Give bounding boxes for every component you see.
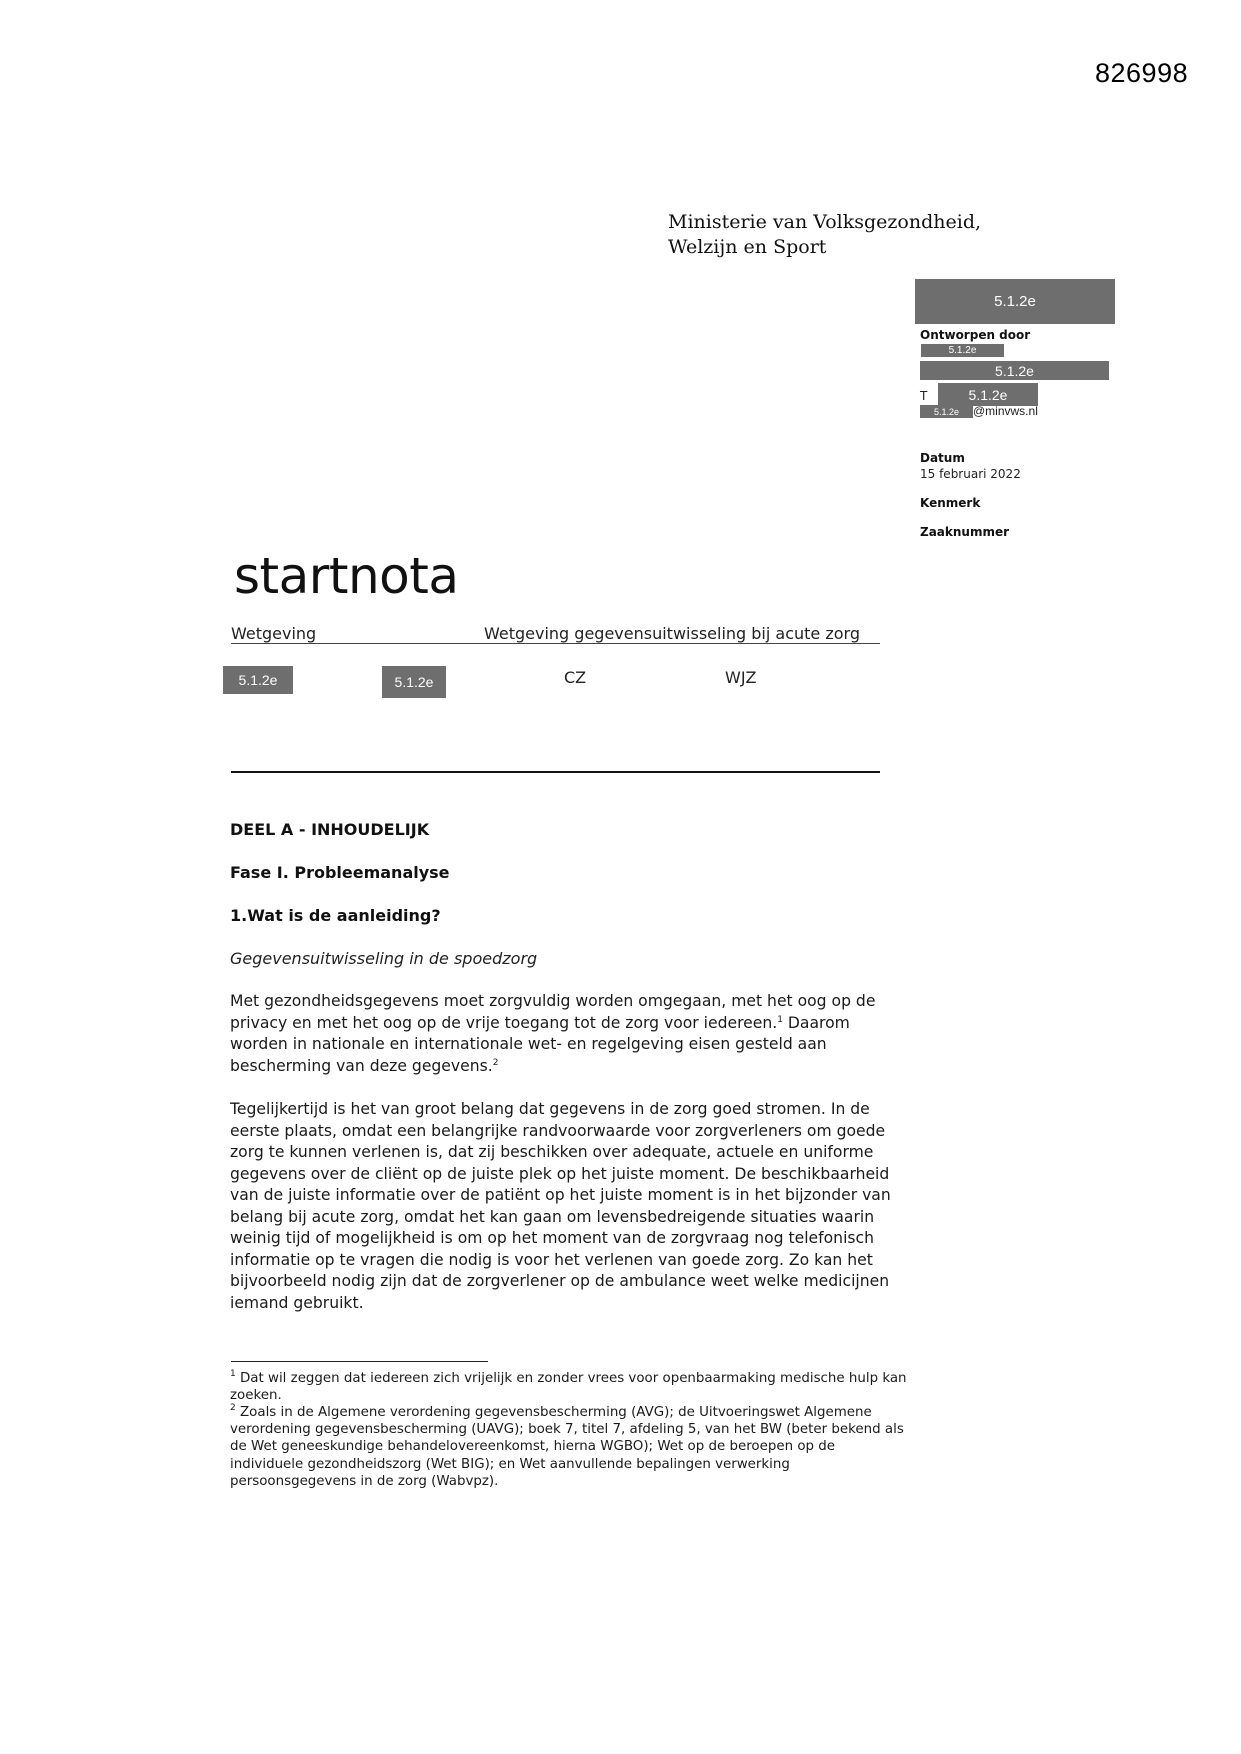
question-heading bbox=[230, 906, 441, 925]
redaction-code: 5.1.2e bbox=[995, 362, 1034, 379]
document-number: 826998 bbox=[1095, 58, 1189, 88]
email-suffix: @minvws.nl bbox=[973, 404, 1038, 418]
redaction-block bbox=[921, 344, 1004, 357]
document-title: startnota bbox=[234, 547, 459, 605]
section-divider bbox=[231, 771, 880, 773]
designed-by-label: Ontworpen door bbox=[920, 328, 1031, 342]
footnote-ref: 2 bbox=[492, 1057, 499, 1068]
date-label: Datum bbox=[920, 451, 965, 465]
paragraph-text: Met gezondheidsgegevens moet zorgvuldig worden omgegaan, met het oog op de privacy en met het oog op de vrije toegang tot de zorg voor iedereen. bbox=[230, 992, 876, 1032]
redaction-code: 5.1.2e bbox=[238, 672, 278, 688]
part-heading: DEEL A - INHOUDELIJK bbox=[230, 820, 430, 839]
footnote-divider bbox=[231, 1361, 488, 1362]
footnote-mark: 2 bbox=[230, 1403, 236, 1413]
footnote-ref: 1 bbox=[777, 1014, 783, 1025]
redaction-block bbox=[938, 383, 1038, 406]
paragraph-text: Daarom worden in nationale en internationale wet- en regelgeving eisen gesteld aan bescherming van deze gegevens. bbox=[230, 1013, 850, 1075]
section-subheading: Gegevensuitwisseling in de spoedzorg bbox=[230, 949, 538, 968]
meta-dept-1: CZ bbox=[564, 668, 587, 687]
footnote-text: Zoals in de Algemene verordening gegevensbescherming (AVG); de Uitvoeringswet Algemene verordening gegevensbescherming (UAVG); boek 7, titel 7, afdeling 5, van het BW (beter bekend als de Wet geneeskundige behandelovereenkomst, hierna WGBO); Wet op de beroepen op de individuele gezondheidszorg (Wet BIG); en Wet aanvullende bepalingen verwerking persoonsgegevens in de zorg (Wabvpz). bbox=[230, 1405, 904, 1489]
body-paragraph bbox=[230, 991, 910, 1077]
footnote-text: Dat wil zeggen dat iedereen zich vrijelijk en zonder vrees voor openbaarmaking medische hulp kan zoeken. bbox=[230, 1371, 907, 1404]
footnote-mark: 1 bbox=[230, 1369, 236, 1379]
reference-label: Kenmerk bbox=[920, 496, 981, 510]
redaction-block bbox=[920, 405, 973, 418]
body-paragraph: Tegelijkertijd is het van groot belang dat gegevens in de zorg goed stromen. In de eerste plaats, omdat een belangrijke randvoorwaarde voor zorgverleners om goede zorg te kunnen verlenen is, dat zij beschikken over adequate, actuele en uniforme gegevens over de cliënt op de juiste plek op het juiste moment. De beschikbaarheid van de juiste informatie over de patiënt op het juiste moment is in het bijzonder van belang bij acute zorg, omdat het kan gaan om levensbedreigende situaties waarin weinig tijd of mogelijkheid is om op het moment van de zorgvraag nog telefonisch informatie op te vragen die nodig is voor het verlenen van goede zorg. Zo kan het bijvoorbeeld nodig zijn dat de zorgverlener op de ambulance weet welke medicijnen iemand gebruikt. bbox=[230, 1100, 891, 1312]
date-value: 15 februari 2022 bbox=[920, 467, 1021, 481]
redaction-code: 5.1.2e bbox=[933, 406, 960, 417]
question-number: 1. bbox=[230, 906, 248, 925]
redaction-code: 5.1.2e bbox=[994, 293, 1036, 310]
redaction-code: 5.1.2e bbox=[948, 345, 977, 356]
phase-heading: Fase I. Probleemanalyse bbox=[230, 863, 450, 882]
redaction-block bbox=[915, 279, 1115, 324]
phone-label: T bbox=[920, 389, 928, 403]
meta-subject: Wetgeving gegevensuitwisseling bij acute zorg bbox=[484, 624, 860, 643]
ministry-name: Ministerie van Volksgezondheid, Welzijn en Sport bbox=[668, 211, 982, 258]
question-text: Wat is de aanleiding? bbox=[247, 906, 441, 925]
footnote bbox=[230, 1370, 910, 1404]
meta-divider bbox=[231, 643, 880, 644]
footnote bbox=[230, 1404, 910, 1490]
redaction-code: 5.1.2e bbox=[968, 386, 1008, 403]
meta-dept-2: WJZ bbox=[725, 668, 757, 687]
case-number-label: Zaaknummer bbox=[920, 525, 1010, 539]
redaction-block bbox=[920, 361, 1109, 380]
redaction-block bbox=[223, 666, 293, 694]
redaction-code: 5.1.2e bbox=[394, 674, 434, 690]
meta-type: Wetgeving bbox=[231, 624, 317, 643]
redaction-block bbox=[382, 666, 446, 698]
